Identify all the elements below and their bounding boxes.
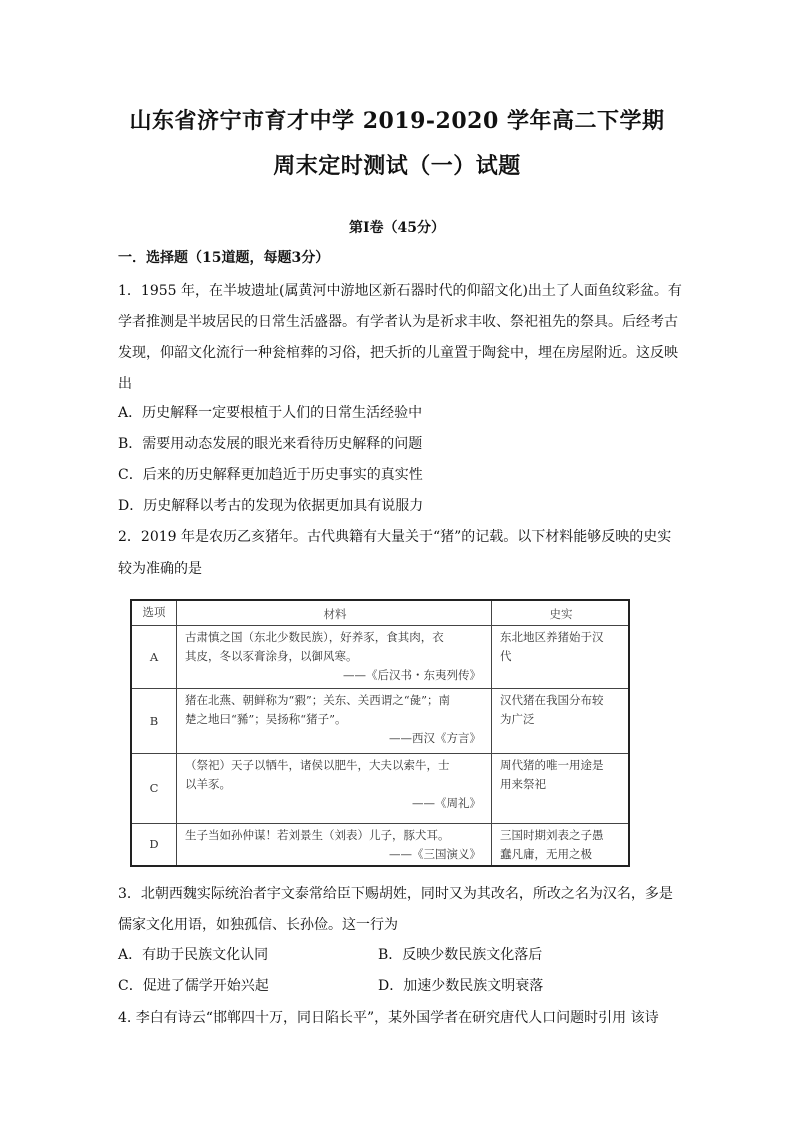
row-c-option: C bbox=[132, 754, 177, 823]
row-c-fact-line2: 用来祭祀 bbox=[500, 777, 546, 791]
row-a-material-line1: 古肃慎之国（东北少数民族），好养豕，食其肉，衣 bbox=[185, 630, 444, 644]
row-a-fact-line2: 代 bbox=[500, 649, 512, 663]
q1-line-3: 发现，仰韶文化流行一种瓮棺葬的习俗，把夭折的儿童置于陶瓮中，埋在房屋附近。这反映 bbox=[118, 345, 678, 361]
q1-option-b: B．需要用动态发展的眼光来看待历史解释的问题 bbox=[118, 436, 423, 452]
header-option: 选项 bbox=[132, 601, 177, 625]
table-row bbox=[132, 753, 628, 823]
row-a-material bbox=[177, 626, 492, 688]
table-row bbox=[132, 823, 628, 865]
row-b-material-line2: 楚之地曰“豨”；吴扬称“猪子”。 bbox=[185, 712, 347, 726]
row-b-material-line1: 猪在北燕、朝鲜称为“豭”；关东、关西谓之“彘”；南 bbox=[185, 693, 451, 707]
row-b-material bbox=[177, 689, 492, 753]
row-d-fact-line2: 蠢凡庸，无用之极 bbox=[500, 847, 592, 861]
q3-option-d: D．加速少数民族文明衰落 bbox=[378, 978, 544, 994]
row-c-material-line2: 以羊豕。 bbox=[185, 777, 231, 791]
q1-option-c: C．后来的历史解释更加趋近于历史事实的真实性 bbox=[118, 467, 423, 483]
row-d-material-line1: 生子当如孙仲谋！若刘景生（刘表）儿子，豚犬耳。 bbox=[185, 828, 450, 842]
q3-option-b: B．反映少数民族文化落后 bbox=[378, 947, 543, 963]
q1-line-4: 出 bbox=[118, 376, 132, 392]
q2-line-1: 2．2019 年是农历乙亥猪年。古代典籍有大量关于“猪”的记载。以下材料能够反映的史实 bbox=[118, 529, 672, 545]
q3-line-1: 3．北朝西魏实际统治者宇文泰常给臣下赐胡姓，同时又为其改名，所改之名为汉名，多是 bbox=[118, 886, 673, 902]
q1-option-d: D．历史解释以考古的发现为依据更加具有说服力 bbox=[118, 498, 424, 514]
q1-option-a: A．历史解释一定要根植于人们的日常生活经验中 bbox=[118, 405, 423, 421]
row-c-source: ——《周礼》 bbox=[412, 796, 481, 810]
q1-line-1: 1．1955 年，在半坡遗址(属黄河中游地区新石器时代的仰韶文化)出土了人面鱼纹彩盆。有 bbox=[118, 283, 682, 299]
row-a-source: ——《后汉书・东夷列传》 bbox=[343, 668, 481, 682]
row-d-source: ——《三国演义》 bbox=[389, 847, 481, 861]
q3-option-c: C．促进了儒学开始兴起 bbox=[118, 978, 269, 994]
row-c-fact bbox=[492, 754, 628, 823]
q4-line-1: 4. 李白有诗云“邯郸四十万，同日陷长平”，某外国学者在研究唐代人口问题时引用 该诗 bbox=[118, 1010, 659, 1026]
row-b-option: B bbox=[132, 689, 177, 753]
section-heading: 一．选择题（15道题，每题3分） bbox=[118, 250, 330, 266]
row-c-material bbox=[177, 754, 492, 823]
table-row bbox=[132, 625, 628, 688]
row-b-fact bbox=[492, 689, 628, 753]
row-a-material-line2: 其皮，冬以豕膏涂身，以御风寒。 bbox=[185, 649, 358, 663]
row-d-fact-line1: 三国时期刘表之子愚 bbox=[500, 828, 604, 842]
row-a-fact bbox=[492, 626, 628, 688]
material-table bbox=[130, 599, 630, 867]
row-b-fact-line2: 为广泛 bbox=[500, 712, 535, 726]
row-d-option: D bbox=[132, 824, 177, 865]
row-d-material bbox=[177, 824, 492, 865]
q3-line-2: 儒家文化用语，如独孤信、长孙俭。这一行为 bbox=[118, 917, 398, 933]
header-fact: 史实 bbox=[549, 607, 573, 621]
row-c-fact-line1: 周代猪的唯一用途是 bbox=[500, 758, 604, 772]
document-title-line1: 山东省济宁市育才中学 2019-2020 学年高二下学期 bbox=[129, 108, 665, 134]
table-header-row bbox=[132, 601, 628, 625]
row-b-source: ——西汉《方言》 bbox=[389, 731, 481, 745]
q1-line-2: 学者推测是半坡居民的日常生活盛器。有学者认为是祈求丰收、祭祀祖先的祭具。后经考古 bbox=[118, 314, 678, 330]
row-c-material-line1: （祭祀）天子以牺牛，诸侯以肥牛，大夫以索牛，士 bbox=[185, 758, 450, 772]
table-row bbox=[132, 688, 628, 753]
volume-heading: 第Ⅰ卷（45分） bbox=[348, 220, 446, 236]
row-d-fact bbox=[492, 824, 628, 865]
q3-option-a: A．有助于民族文化认同 bbox=[118, 947, 269, 963]
row-a-fact-line1: 东北地区养猪始于汉 bbox=[500, 630, 604, 644]
header-material: 材料 bbox=[177, 601, 492, 625]
row-a-option: A bbox=[132, 626, 177, 688]
row-b-fact-line1: 汉代猪在我国分布较 bbox=[500, 693, 604, 707]
q2-line-2: 较为准确的是 bbox=[118, 561, 202, 577]
document-title-line2: 周末定时测试（一）试题 bbox=[273, 153, 521, 179]
